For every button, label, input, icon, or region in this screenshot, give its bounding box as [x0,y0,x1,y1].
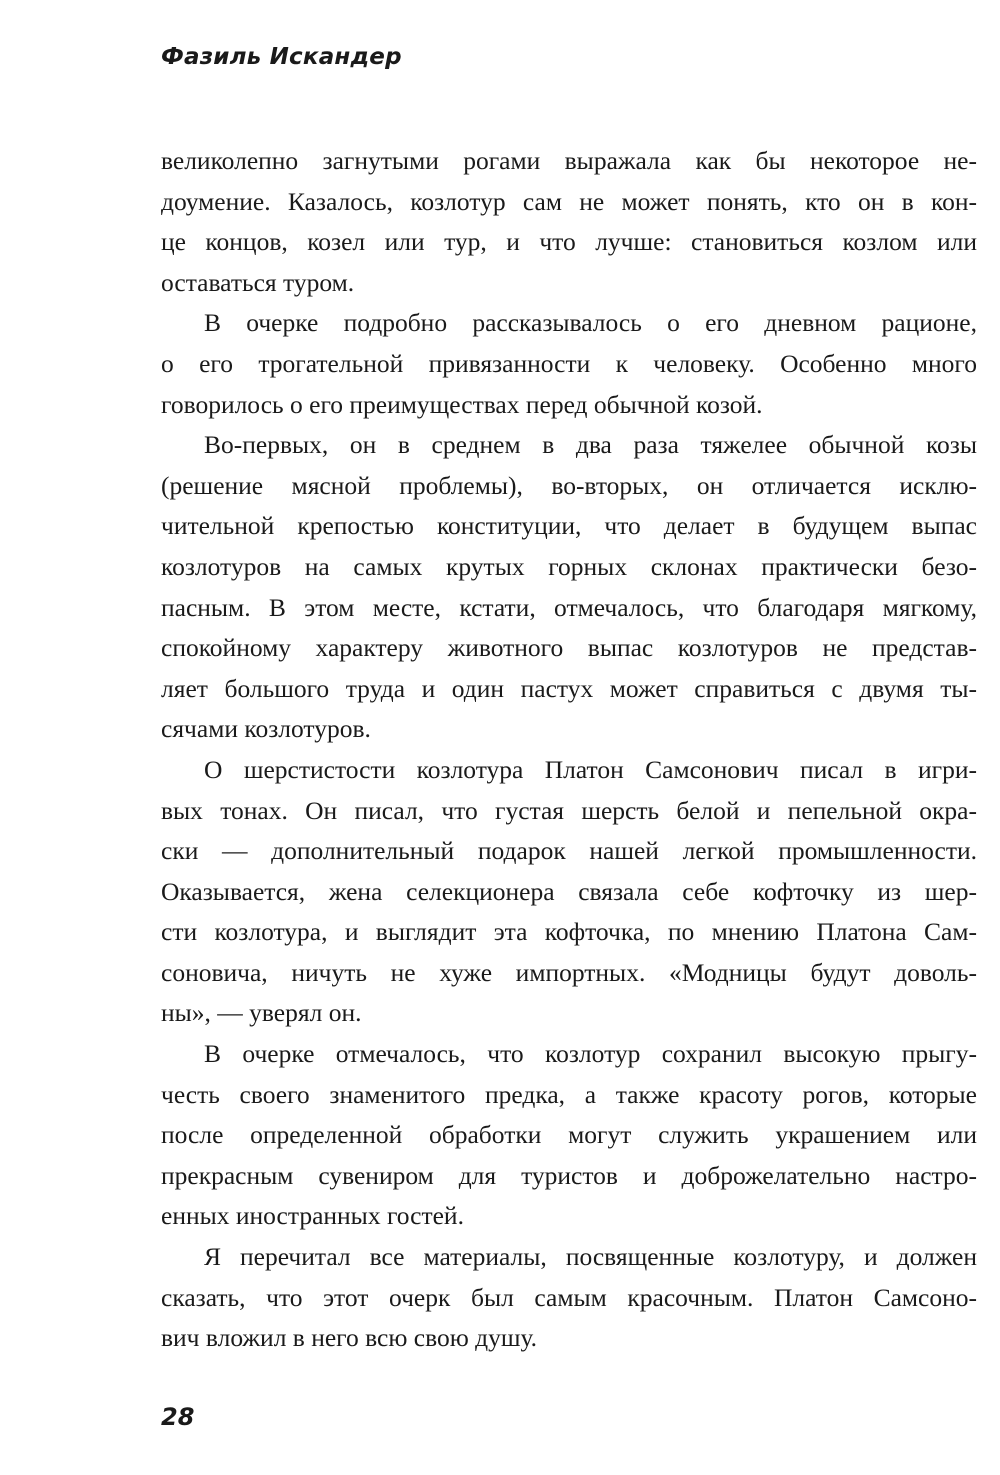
text-line: сячами козлотуров. [161,714,371,744]
paragraph [161,1034,977,1237]
paragraph [161,1237,977,1359]
text-line: соновича, ничуть не хуже импортных. «Модницы будут доволь- [161,957,977,987]
text-line: О шерстистости козлотура Платон Самсонович писал в игри- [204,754,977,784]
text-line: Я перечитал все материалы, посвященные козлотуру, и должен [204,1242,977,1272]
text-line: вич вложил в него всю свою душу. [161,1323,538,1353]
text-line: ски — дополнительный подарок нашей легкой промышленности. [161,836,977,866]
text-line: енных иностранных гостей. [161,1201,464,1231]
running-header-author: Фазиль Искандер [161,44,402,70]
text-line: Во-первых, он в среднем в два раза тяжелее обычной козы [204,430,977,460]
text-line: доумение. Казалось, козлотур сам не может понять, кто он в кон- [161,186,977,216]
text-line: великолепно загнутыми рогами выражала как бы некоторое не- [161,146,977,175]
paragraph [161,303,977,425]
text-line: пасным. В этом месте, кстати, отмечалось, что благодаря мягкому, [161,592,977,622]
text-line: ляет большого труда и один пастух может справиться с двумя ты- [161,673,977,703]
text-line: сказать, что этот очерк был самым красочным. Платон Самсоно- [161,1282,977,1312]
text-line: В очерке отмечалось, что козлотур сохранил высокую прыгу- [204,1039,977,1069]
text-line: це концов, козел или тур, и что лучше: становиться козлом или [161,227,977,257]
text-line: (решение мясной проблемы), во-вторых, он отличается исклю- [161,470,977,500]
text-line: вых тонах. Он писал, что густая шерсть белой и пепельной окра- [161,795,977,825]
text-line: ны», — уверял он. [161,998,362,1028]
text-line: после определенной обработки могут служить украшением или [161,1120,977,1150]
text-line: спокойному характеру животного выпас козлотуров не представ- [161,633,977,663]
page-number: 28 [161,1403,195,1431]
text-line: прекрасным сувениром для туристов и доброжелательно настро- [161,1160,977,1190]
body-text [161,141,977,1359]
text-line: сти козлотура, и выглядит эта кофточка, по мнению Платона Сам- [161,917,977,947]
text-line: чительной крепостью конституции, что делает в будущем выпас [161,511,977,541]
text-line: козлотуров на самых крутых горных склонах практически безо- [161,551,977,581]
text-line: В очерке подробно рассказывалось о его дневном рационе, [204,308,977,338]
text-line: Оказывается, жена селекционера связала себе кофточку из шер- [161,876,977,906]
paragraph [161,141,977,303]
text-line: честь своего знаменитого предка, а также красоту рогов, которые [161,1079,977,1109]
text-line: о его трогательной привязанности к человеку. Особенно много [161,348,977,378]
paragraph [161,750,977,1034]
paragraph [161,425,977,750]
text-line: оставаться туром. [161,267,355,297]
text-line: говорилось о его преимуществах перед обычной козой. [161,389,763,419]
